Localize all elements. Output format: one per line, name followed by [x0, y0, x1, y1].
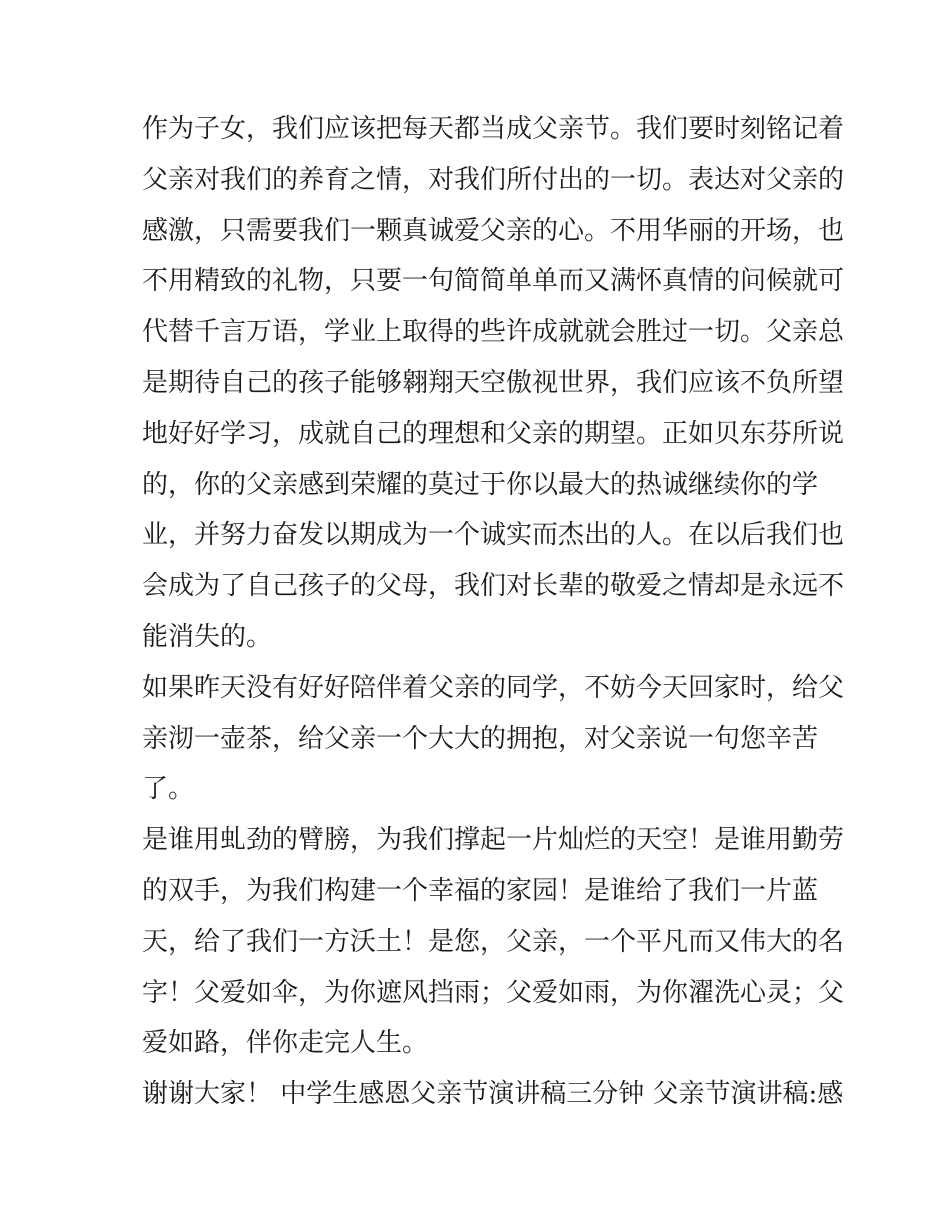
text-line: 感激，只需要我们一颗真诚爱父亲的心。不用华丽的开场，也 — [142, 215, 845, 246]
text-line: 天，给了我们一方沃土！是您，父亲，一个平凡而又伟大的名 — [142, 926, 845, 957]
text-line: 作为子女，我们应该把每天都当成父亲节。我们要时刻铭记着 — [142, 114, 845, 144]
paragraph-2 — [142, 663, 845, 815]
text-line: 会成为了自己孩子的父母，我们对长辈的敬爱之情却是永远不 — [142, 571, 845, 602]
text-line: 不用精致的礼物，只要一句简简单单而又满怀真情的问候就可 — [142, 266, 845, 297]
text-line: 是期待自己的孩子能够翱翔天空傲视世界，我们应该不负所望 — [142, 367, 845, 398]
document-body — [142, 104, 845, 1120]
text-line: 业，并努力奋发以期成为一个诚实而杰出的人。在以后我们也 — [142, 520, 845, 551]
paragraph-3 — [142, 815, 845, 1069]
text-line: 字！父爱如伞，为你遮风挡雨；父爱如雨，为你濯洗心灵；父 — [142, 977, 845, 1008]
text-line: 的双手，为我们构建一个幸福的家园！是谁给了我们一片蓝 — [142, 875, 819, 906]
paragraph-1 — [142, 104, 845, 663]
text-line: 地好好学习，成就自己的理想和父亲的期望。正如贝东芬所说 — [142, 418, 845, 449]
text-line: 父亲对我们的养育之情，对我们所付出的一切。表达对父亲的 — [142, 164, 845, 195]
text-line: 代替千言万语，学业上取得的些许成就就会胜过一切。父亲总 — [142, 317, 845, 348]
text-line: 了。 — [142, 774, 195, 805]
text-line: 亲沏一壶茶，给父亲一个大大的拥抱，对父亲说一句您辛苦 — [142, 723, 819, 754]
text-line: 如果昨天没有好好陪伴着父亲的同学，不妨今天回家时，给父 — [142, 672, 845, 703]
text-line: 爱如路，伴你走完人生。 — [142, 1028, 429, 1059]
text-line: 能消失的。 — [142, 621, 273, 652]
text-line: 是谁用虬劲的臂膀，为我们撑起一片灿烂的天空！是谁用勤劳 — [142, 825, 845, 856]
text-line: 的，你的父亲感到荣耀的莫过于你以最大的热诚继续你的学 — [142, 469, 819, 500]
text-line: 谢谢大家！ 中学生感恩父亲节演讲稿三分钟 父亲节演讲稿:感 — [142, 1079, 844, 1110]
paragraph-4 — [142, 1069, 844, 1120]
